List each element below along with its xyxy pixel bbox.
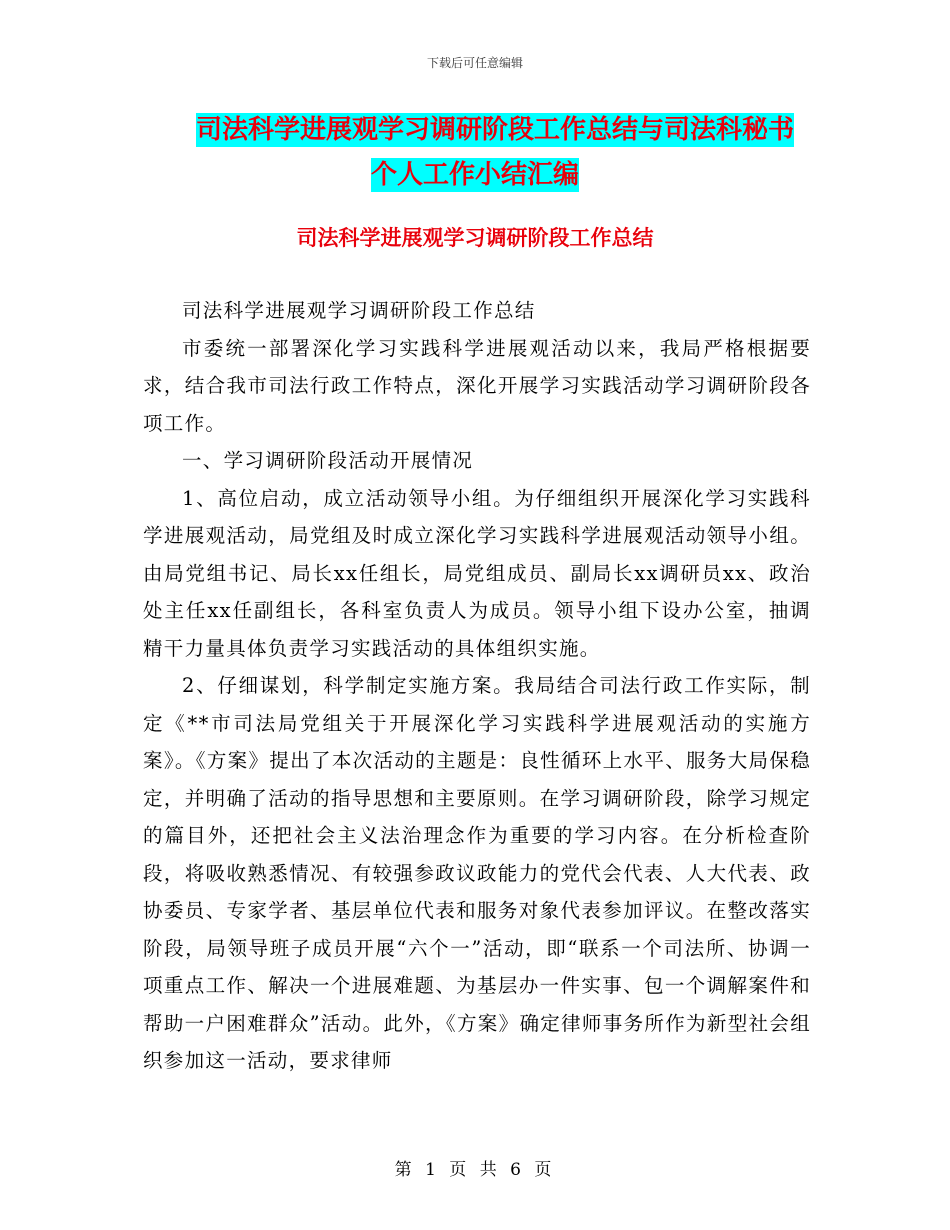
page-header-note: 下载后可任意编辑 [426,56,523,70]
document-title-line1: 司法科学进展观学习调研阶段工作总结与司法科秘书 [195,115,794,145]
paragraph: 司法科学进展观学习调研阶段工作总结 [182,299,536,322]
document-title-line2: 个人工作小结汇编 [370,160,579,190]
paragraph: 1、高位启动，成立活动领导小组。为仔细组织开展深化学习实践科学进展观活动，局党组及时成立深化学习实践科学进展观活动领导小组。由局党组书记、局长xx任组长，局党组成员、副局长xx调研员xx、政治处主任xx任副组长，各科室负责人为成员。领导小组下设办公室，抽调精干力量具体负责学习实践活动的具体组织实施。 [143,486,811,660]
paragraph: 一、学习调研阶段活动开展情况 [182,449,474,472]
paragraph: 市委统一部署深化学习实践科学进展观活动以来，我局严格根据要求，结合我市司法行政工作特点，深化开展学习实践活动学习调研阶段各项工作。 [143,336,811,435]
document-title [0,108,950,198]
section-title: 司法科学进展观学习调研阶段工作总结 [296,226,654,250]
page-footer: 第 1 页 共 6 页 [394,1160,556,1180]
document-body [143,292,811,1080]
paragraph: 2、仔细谋划，科学制定实施方案。我局结合司法行政工作实际，制定《**市司法局党组关于开展深化学习实践科学进展观活动的实施方案》。《方案》提出了本次活动的主题是：良性循环上水平、服务大局保稳定，并明确了活动的指导思想和主要原则。在学习调研阶段，除学习规定的篇目外，还把社会主义法治理念作为重要的学习内容。在分析检查阶段，将吸收熟悉情况、有较强参政议政能力的党代会代表、人大代表、政协委员、专家学者、基层单位代表和服务对象代表参加评议。在整改落实阶段，局领导班子成员开展“六个一”活动，即“联系一个司法所、协调一项重点工作、解决一个进展难题、为基层办一件实事、包一个调解案件和帮助一户困难群众”活动。此外，《方案》确定律师事务所作为新型社会组织参加这一活动，要求律师 [143,674,811,1072]
